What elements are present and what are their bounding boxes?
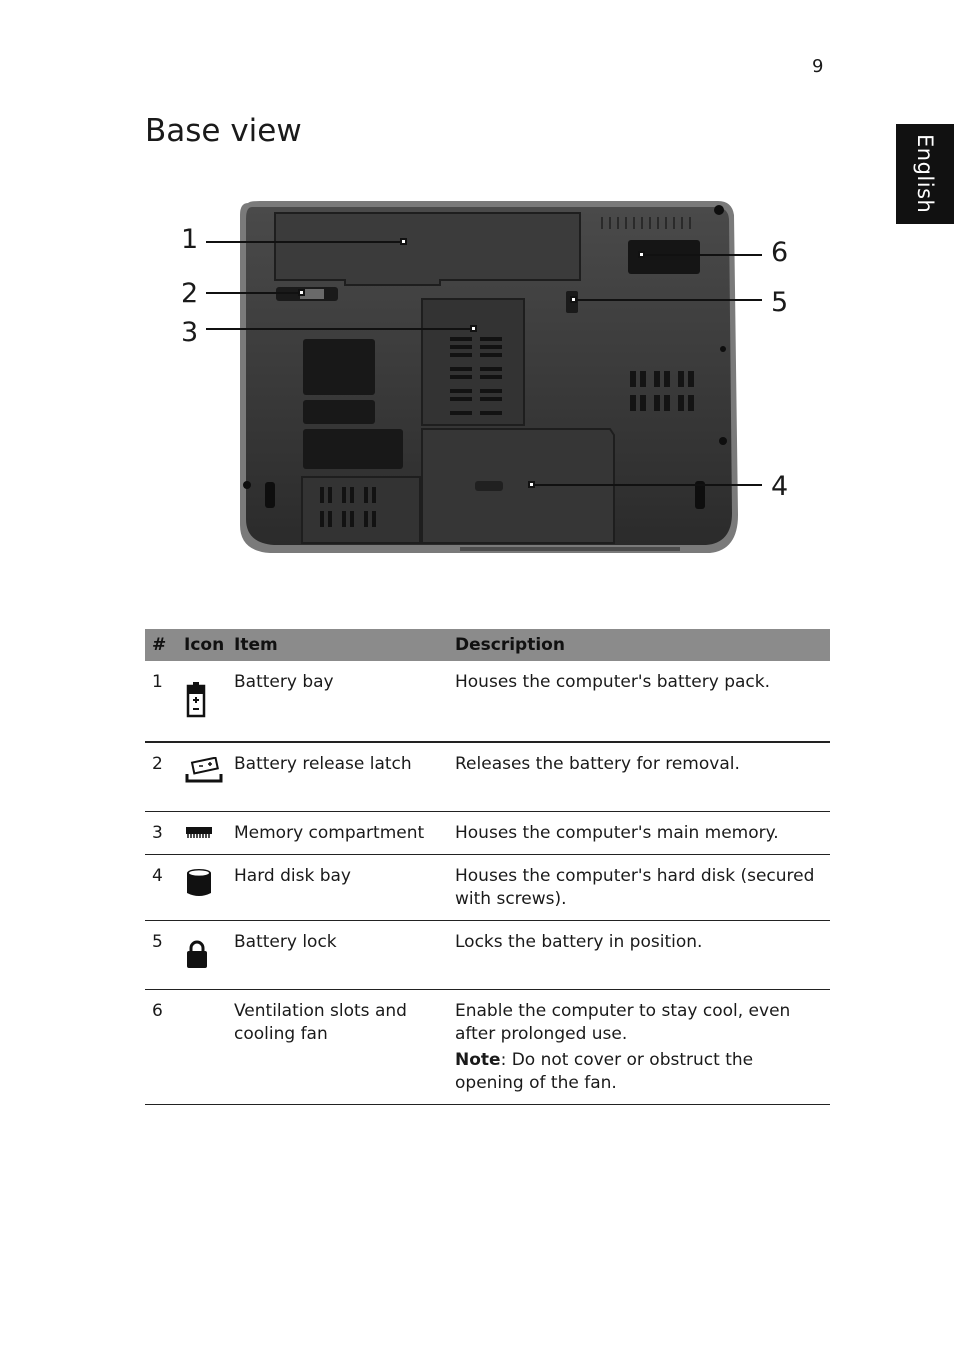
row-item: Battery lock	[230, 920, 451, 989]
description-line: Houses the computer's battery pack.	[455, 672, 771, 692]
battery-icon	[184, 681, 208, 721]
table-row	[145, 920, 830, 989]
icon-cell	[180, 661, 230, 742]
row-num: 3	[145, 811, 180, 854]
description-line: after prolonged use.	[455, 1023, 628, 1044]
row-description	[451, 742, 830, 811]
item-line: Ventilation slots and	[234, 1000, 407, 1021]
row-description	[451, 811, 830, 854]
row-num: 4	[145, 854, 180, 920]
description-line: Houses the computer's main memory.	[455, 822, 779, 843]
table-row	[145, 811, 830, 854]
note-paragraph	[455, 1049, 826, 1072]
icon-cell	[180, 742, 230, 811]
callout-2: 2	[181, 278, 199, 309]
battery-release-icon	[184, 757, 224, 787]
callout-5: 5	[771, 287, 789, 318]
row-item: Memory compartment	[230, 811, 451, 854]
note-text-continued: opening of the fan.	[455, 1072, 617, 1093]
base-view-table	[145, 629, 830, 1105]
callout-3: 3	[181, 317, 199, 348]
row-num: 2	[145, 742, 180, 811]
description-line: Locks the battery in position.	[455, 931, 703, 952]
table-row	[145, 742, 830, 811]
row-num: 1	[145, 661, 180, 742]
callout-6: 6	[771, 237, 789, 268]
lock-icon	[184, 939, 210, 971]
row-description	[451, 920, 830, 989]
description-line: Houses the computer's hard disk (secured	[455, 865, 815, 886]
callout-1: 1	[181, 224, 199, 255]
description-line: Enable the computer to stay cool, even	[455, 1000, 791, 1021]
icon-cell	[180, 989, 230, 1104]
row-item	[230, 989, 451, 1104]
row-item: Battery bay	[230, 661, 451, 742]
table-row	[145, 989, 830, 1104]
laptop-base-figure	[140, 185, 840, 575]
description-line: with screws).	[455, 888, 567, 909]
laptop-base-image	[140, 185, 840, 575]
row-num: 6	[145, 989, 180, 1104]
header-description: Description	[451, 629, 830, 661]
description-line: Releases the battery for removal.	[455, 754, 740, 774]
row-description	[451, 661, 830, 742]
icon-cell	[180, 811, 230, 854]
header-item: Item	[230, 629, 451, 661]
table-row	[145, 854, 830, 920]
hard-disk-icon	[184, 867, 214, 899]
row-item: Hard disk bay	[230, 854, 451, 920]
row-num: 5	[145, 920, 180, 989]
header-icon: Icon	[180, 629, 230, 661]
row-item: Battery release latch	[230, 742, 451, 811]
table-header-row	[145, 629, 830, 661]
callout-4: 4	[771, 471, 789, 502]
icon-cell	[180, 854, 230, 920]
row-description	[451, 989, 830, 1104]
memory-icon	[184, 825, 214, 841]
note-label: Note	[455, 1049, 501, 1070]
language-tab-label: English	[913, 134, 937, 214]
page-title: Base view	[145, 113, 302, 149]
header-num: #	[145, 629, 180, 661]
item-line: cooling fan	[234, 1023, 328, 1044]
table-row	[145, 661, 830, 742]
language-tab	[896, 124, 954, 224]
row-description	[451, 854, 830, 920]
page-number: 9	[812, 56, 824, 77]
note-text: : Do not cover or obstruct the	[500, 1049, 754, 1070]
icon-cell	[180, 920, 230, 989]
